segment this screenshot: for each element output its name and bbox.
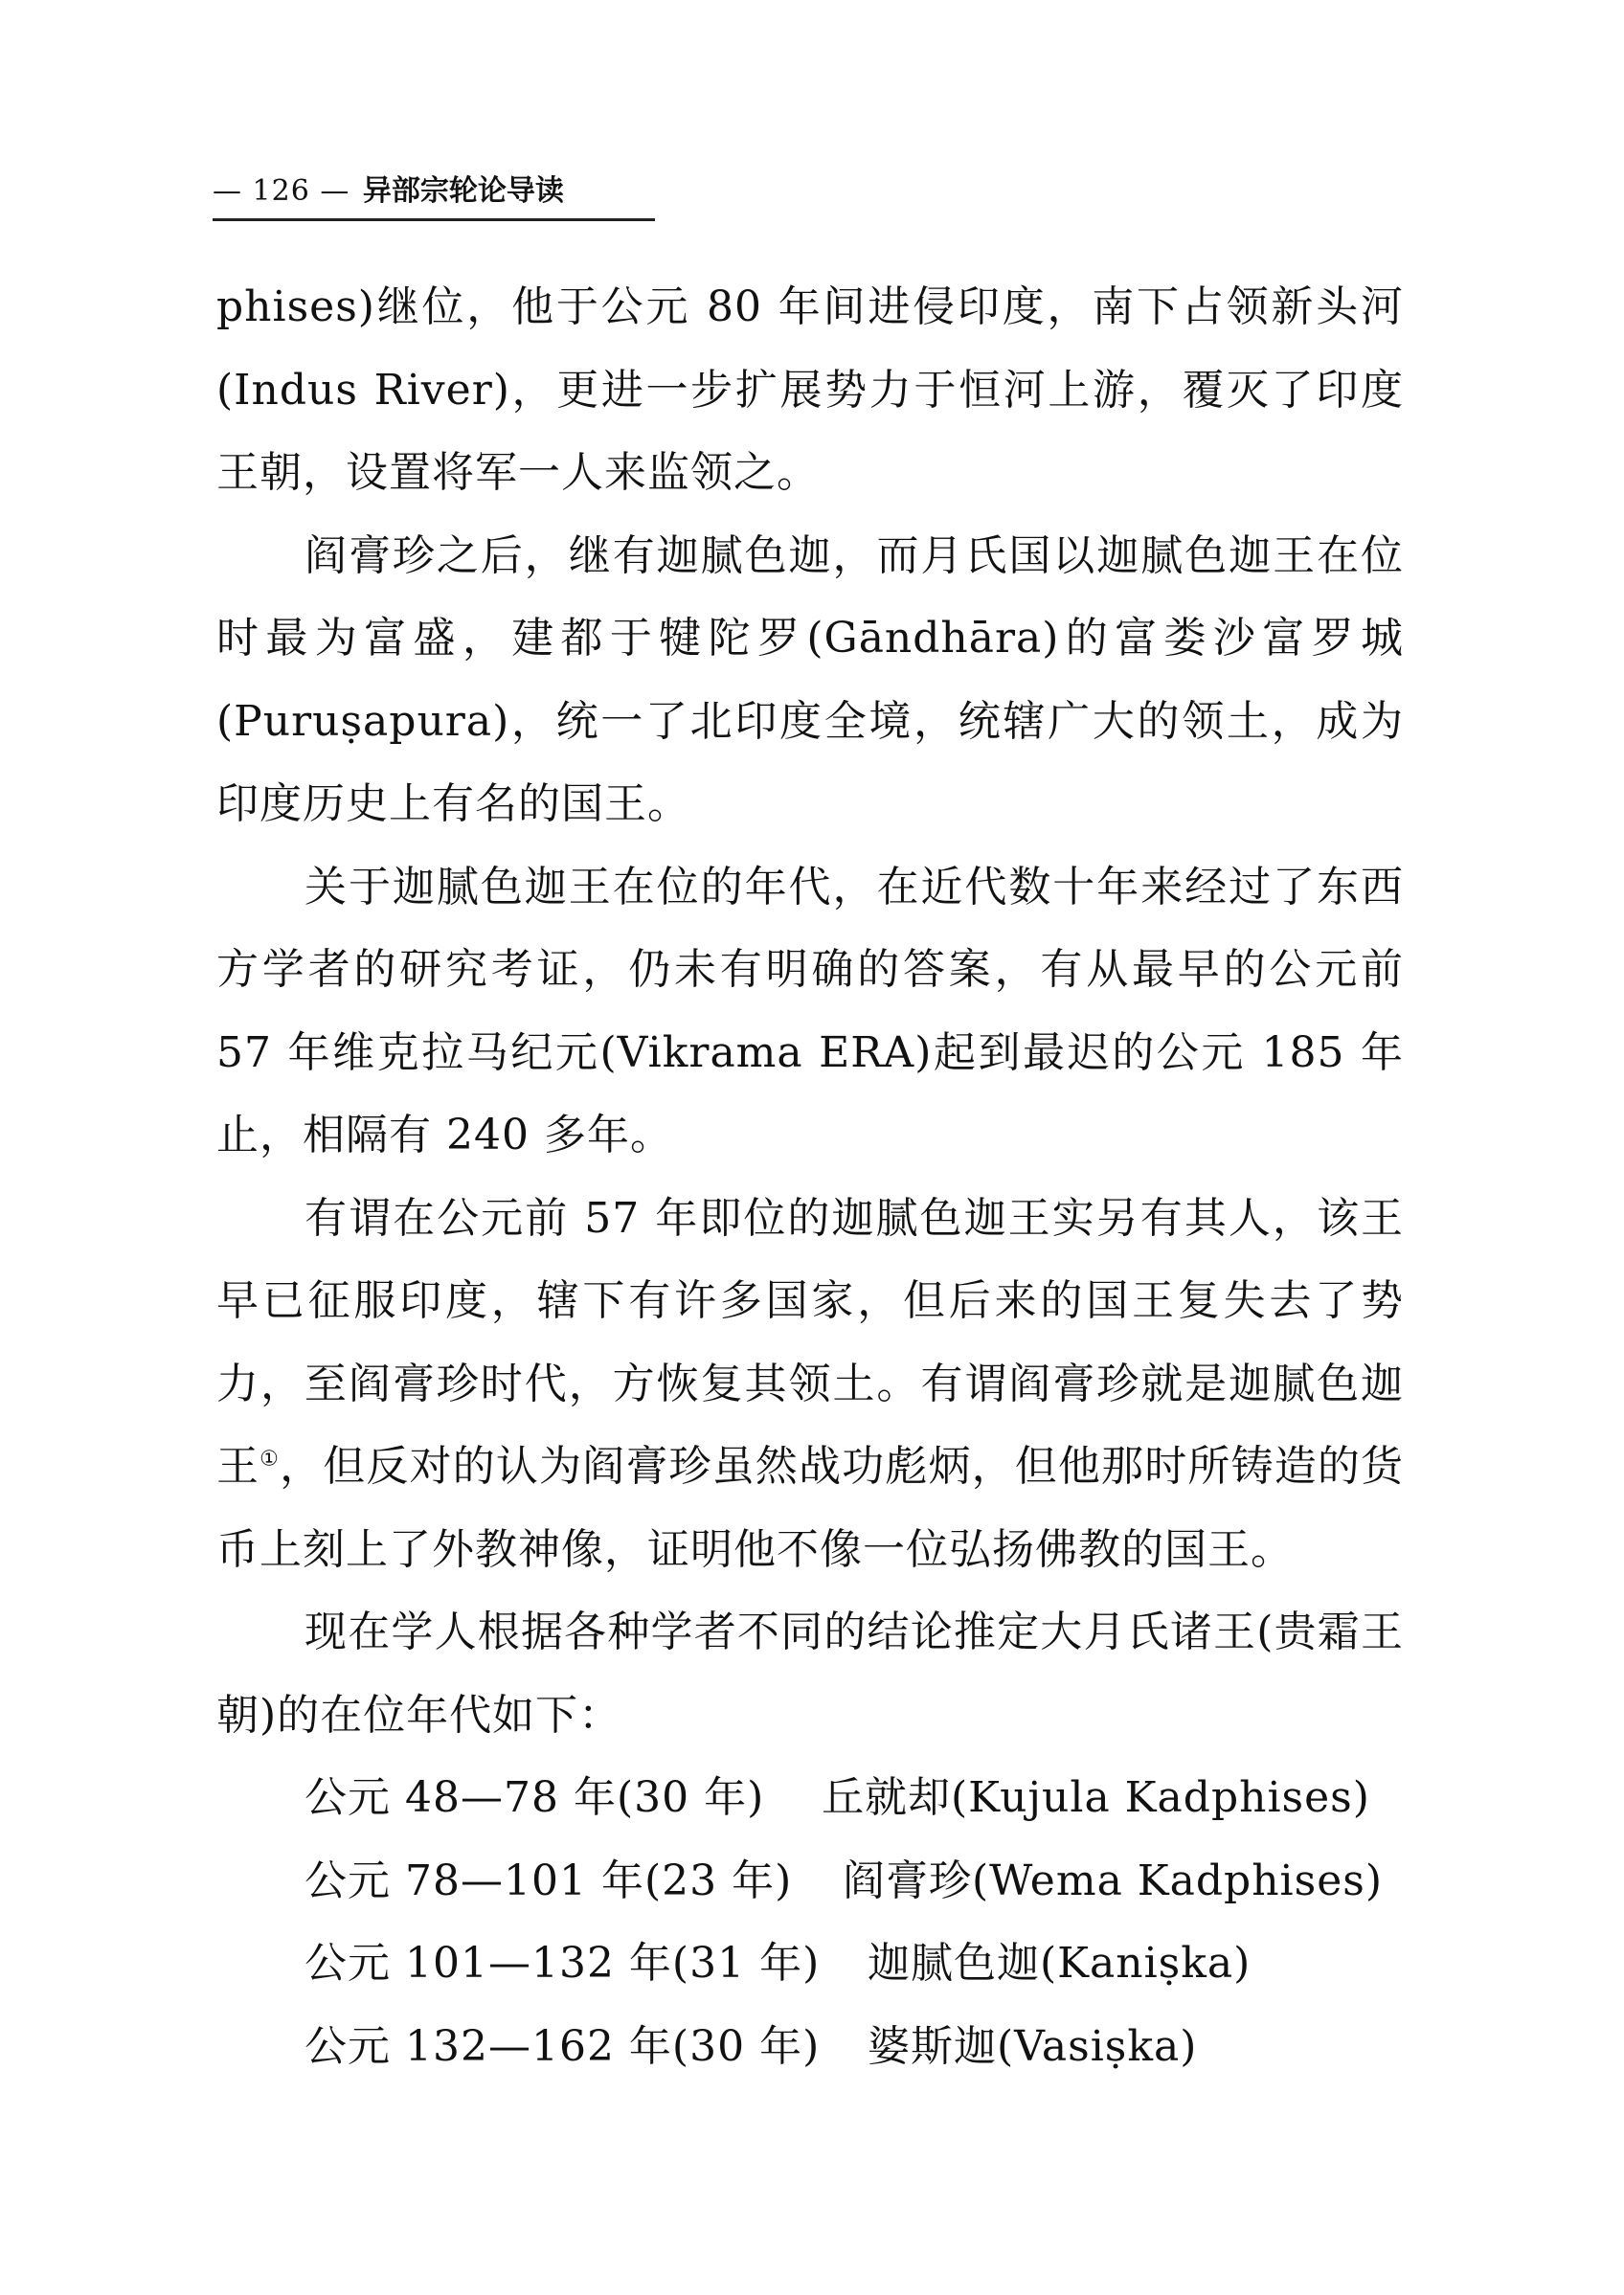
- book-title: 异部宗轮论导读: [362, 174, 564, 208]
- paragraph-continuation: phises)继位，他于公元 80 年间进侵印度，南下占领新头河(Indus River)，更进一步扩展势力于恒河上游，覆灭了印度王朝，设置将军一人来监领之。: [216, 282, 1404, 497]
- paragraph-reign-intro: 现在学人根据各种学者不同的结论推定大月氏诸王(贵霜王朝)的在位年代如下：: [216, 1608, 1404, 1740]
- paragraph-reign-dating: 关于迦腻色迦王在位的年代，在近代数十年来经过了东西方学者的研究考证，仍未有明确的答案，有从最早的公元前 57 年维克拉马纪元(Vikrama ERA)起到最迟的公元 185 年止，相隔有 240 多年。: [216, 862, 1404, 1159]
- running-head: [213, 172, 653, 211]
- header-rule: [213, 218, 655, 221]
- reign-item: [216, 1923, 1404, 2006]
- reign-years: 公元 132—162 年(30 年): [304, 2021, 821, 2071]
- reign-king: 迦腻色迦(Kaniṣka): [868, 1939, 1252, 1988]
- reign-king: 阎膏珍(Wema Kadphises): [843, 1856, 1383, 1905]
- reign-king: 婆斯迦(Vasiṣka): [868, 2021, 1198, 2071]
- reign-years: 公元 101—132 年(31 年): [304, 1939, 821, 1988]
- reign-king: 丘就却(Kujula Kadphises): [822, 1773, 1370, 1822]
- reign-list: [216, 1757, 1404, 2088]
- reign-item: [216, 2006, 1404, 2089]
- reign-item: [216, 1840, 1404, 1924]
- body-text: [216, 266, 1404, 2088]
- page-number: — 126 —: [213, 174, 350, 208]
- paragraph-kanishka-capital: 阎膏珍之后，继有迦腻色迦，而月氏国以迦腻色迦王在位时最为富盛，建都于犍陀罗(Gāndhāra)的富娄沙富罗城(Puruṣapura)，统一了北印度全境，统辖广大的领土，成为印度历史上有名的国王。: [216, 530, 1404, 828]
- paragraph-text-before-note: 有谓在公元前 57 年即位的迦腻色迦王实另有其人，该王早已征服印度，辖下有许多国家，但后来的国王复失去了势力，至阎膏珍时代，方恢复其领土。有谓阎膏珍就是迦腻色迦王: [216, 1193, 1404, 1491]
- reign-years: 公元 78—101 年(23 年): [304, 1856, 793, 1905]
- paragraph-identity-debate: [216, 1178, 1404, 1592]
- footnote-marker: ①: [259, 1447, 281, 1472]
- reign-years: 公元 48—78 年(30 年): [304, 1773, 765, 1822]
- reign-item: [216, 1757, 1404, 1840]
- paragraph-text-after-note: ，但反对的认为阎膏珍虽然战功彪炳，但他那时所铸造的货币上刻上了外教神像，证明他不像一位弘扬佛教的国王。: [216, 1442, 1405, 1574]
